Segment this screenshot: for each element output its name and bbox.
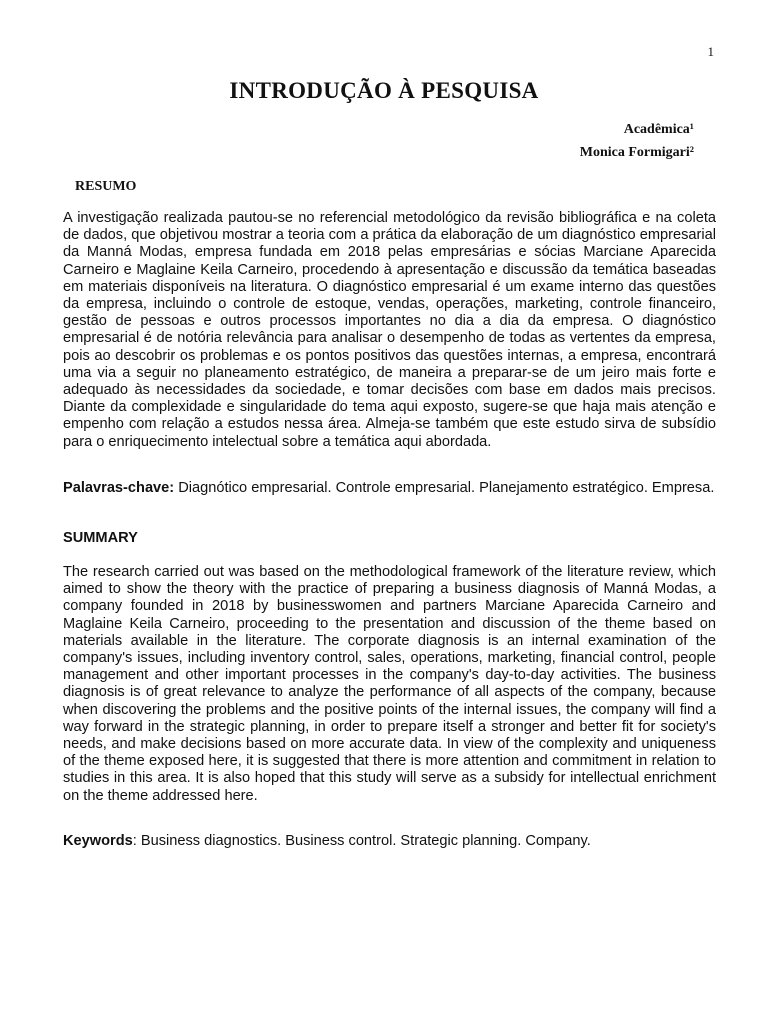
resumo-keywords-label: Palavras-chave:: [63, 480, 175, 496]
page-number: 1: [707, 44, 714, 59]
summary-keywords-label: Keywords: [63, 833, 133, 849]
author-2: Monica Formigari²: [579, 145, 694, 160]
summary-heading: SUMMARY: [63, 530, 138, 546]
summary-paragraph: The research carried out was based on the methodological framework of the literature review, which aimed to show the theory with the practice of preparing a business diagnosis of Manná Modas, a company founded in 2018 by businesswomen and partners Marciane Aparecida Carneiro and Maglaine Keila Carneiro, proceeding to the presentation and discussion of the theme based on materials available in the literature. The corporate diagnosis is an internal examination of the company's issues, including inventory control, sales, operations, marketing, financial control, people management and other important processes in the company's day-to-day activities. The business diagnosis is of great relevance to analyze the performance of all aspects of the company, because when discovering the problems and the positive points of the internal issues, the company will find a way forward in the strategic planning, in order to prepare itself a stronger and better fit for society's needs, and make decisions based on more accurate data. In view of the complexity and uniqueness of the theme exposed here, it is suggested that there is more attention and commitment in relation to studies in this area. It is also hoped that this study will serve as a subsidy for intellectual enrichment on the theme addressed here.: [63, 564, 716, 804]
resumo-keywords: [63, 480, 716, 497]
resumo-keywords-text: Diagnótico empresarial. Controle empresarial. Planejamento estratégico. Empresa.: [174, 480, 715, 496]
document-title: INTRODUÇÃO À PESQUISA: [229, 78, 539, 103]
author-1: Acadêmica¹: [623, 122, 694, 137]
resumo-heading: RESUMO: [75, 179, 137, 194]
resumo-paragraph: A investigação realizada pautou-se no referencial metodológico da revisão bibliográfica e na coleta de dados, que objetivou mostrar a teoria com a prática da elaboração de um diagnóstico empresarial da Manná Modas, empresa fundada em 2018 pelas empresárias e sócias Marciane Aparecida Carneiro e Maglaine Keila Carneiro, procedendo à apresentação e discussão da temática baseadas em materiais disponíveis na literatura. O diagnóstico empresarial é um exame interno das questões da empresa, incluindo o controle de estoque, vendas, operações, marketing, controle financeiro, gestão de pessoas e outros processos importantes no dia a dia da empresa. O diagnóstico empresarial é de notória relevância para analisar o desempenho de todas as vertentes da empresa, pois ao descobrir os problemas e os pontos positivos das questões internas, a empresa, encontrará uma via a seguir no planeamento estratégico, de maneira a preparar-se de um jeiro mais forte e adequado às necessidades da sociedade, e tomar decisões com base em dados mais precisos. Diante da complexidade e singularidade do tema aqui exposto, sugere-se que haja mais atenção e empenho com relação a estudos nessa área. Almeja-se também que este estudo sirva de subsídio para o enriquecimento intelectual sobre a temática aqui abordada.: [63, 210, 716, 450]
summary-keywords: [63, 833, 716, 850]
summary-keywords-text: : Business diagnostics. Business control. Strategic planning. Company.: [132, 833, 591, 849]
